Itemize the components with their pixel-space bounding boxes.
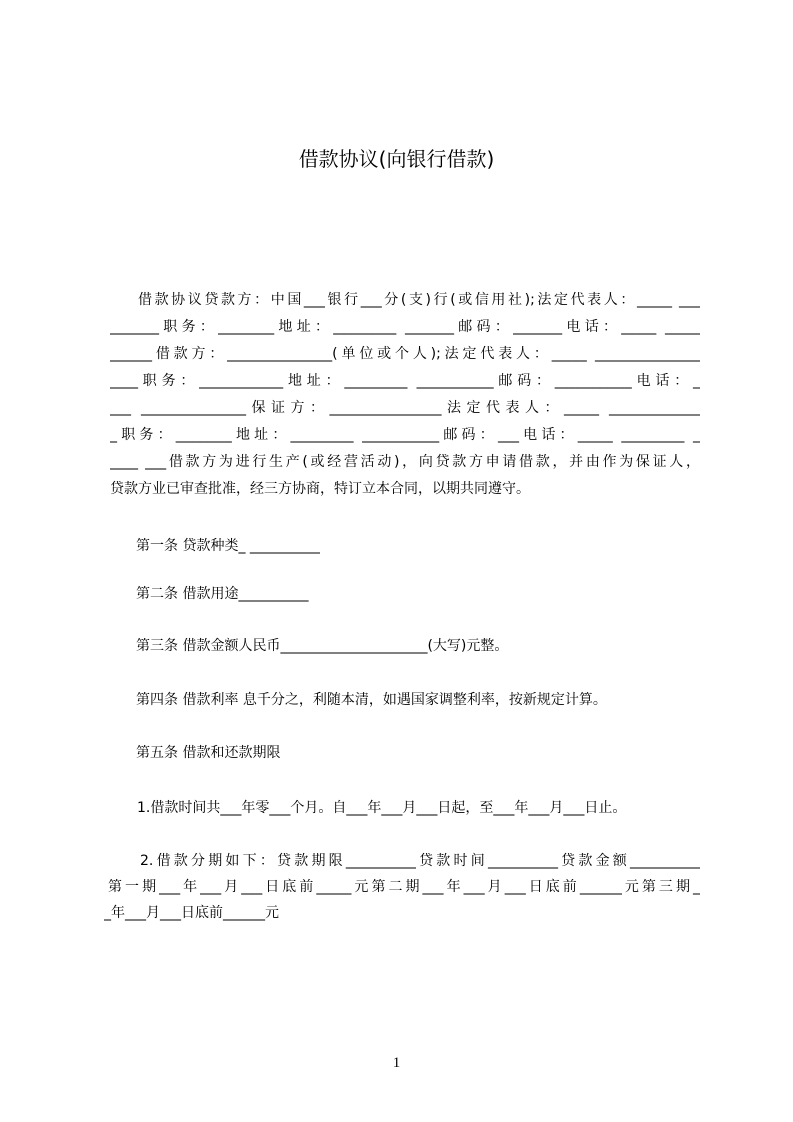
clause-2-line: 2.借款分期如下：贷款期限__________贷款时间__________贷款金额__________ xyxy=(140,853,700,869)
preamble-line: 借款协议贷款方：中国___银行___分(支)行(或信用社);法定代表人：_____ ___ xyxy=(138,292,700,308)
preamble-line: ____职务：____________地址：_________ ___________邮码：___________电话：_ xyxy=(110,373,700,389)
preamble-line: ____ ___借款方为进行生产(或经营活动)，向贷款方申请借款，并由作为保证人， xyxy=(110,454,700,470)
clause-2-line: _年___月___日底前______元 xyxy=(104,905,279,921)
page-number: 1 xyxy=(392,1055,401,1071)
article-3: 第三条 借款金额人民币_____________________(大写)元整。 xyxy=(136,638,509,654)
preamble-line: _职务：________地址：_________ ___________邮码：___电话：_____ _________ _ xyxy=(110,427,700,443)
preamble-line: ______借款方：_______________(单位或个人);法定代表人：_____ _______________ xyxy=(110,346,700,362)
article-2: 第二条 借款用途__________ xyxy=(136,586,309,602)
article-1: 第一条 贷款种类_ __________ xyxy=(136,538,320,554)
preamble-line: _______职务：________地址：_________ _______邮码：_______电话：_____ _____ xyxy=(110,319,700,335)
clause-1: 1.借款时间共___年零___个月。自___年___月___日起，至___年___月___日止。 xyxy=(137,800,627,816)
article-4: 第四条 借款利率 息千分之，利随本清，如遇国家调整利率，按新规定计算。 xyxy=(136,692,607,708)
article-5: 第五条 借款和还款期限 xyxy=(136,745,281,761)
document-title: 借款协议(向银行借款) xyxy=(298,147,495,171)
clause-2-line: 第一期___年___月___日底前_____元第二期___年___月___日底前______元第三期_ xyxy=(108,879,700,895)
preamble-line: ___ _______________保证方：________________法定代表人：_____ _____________ xyxy=(110,400,700,416)
preamble-line: 贷款方业已审查批准，经三方协商，特订立本合同，以期共同遵守。 xyxy=(110,481,530,497)
